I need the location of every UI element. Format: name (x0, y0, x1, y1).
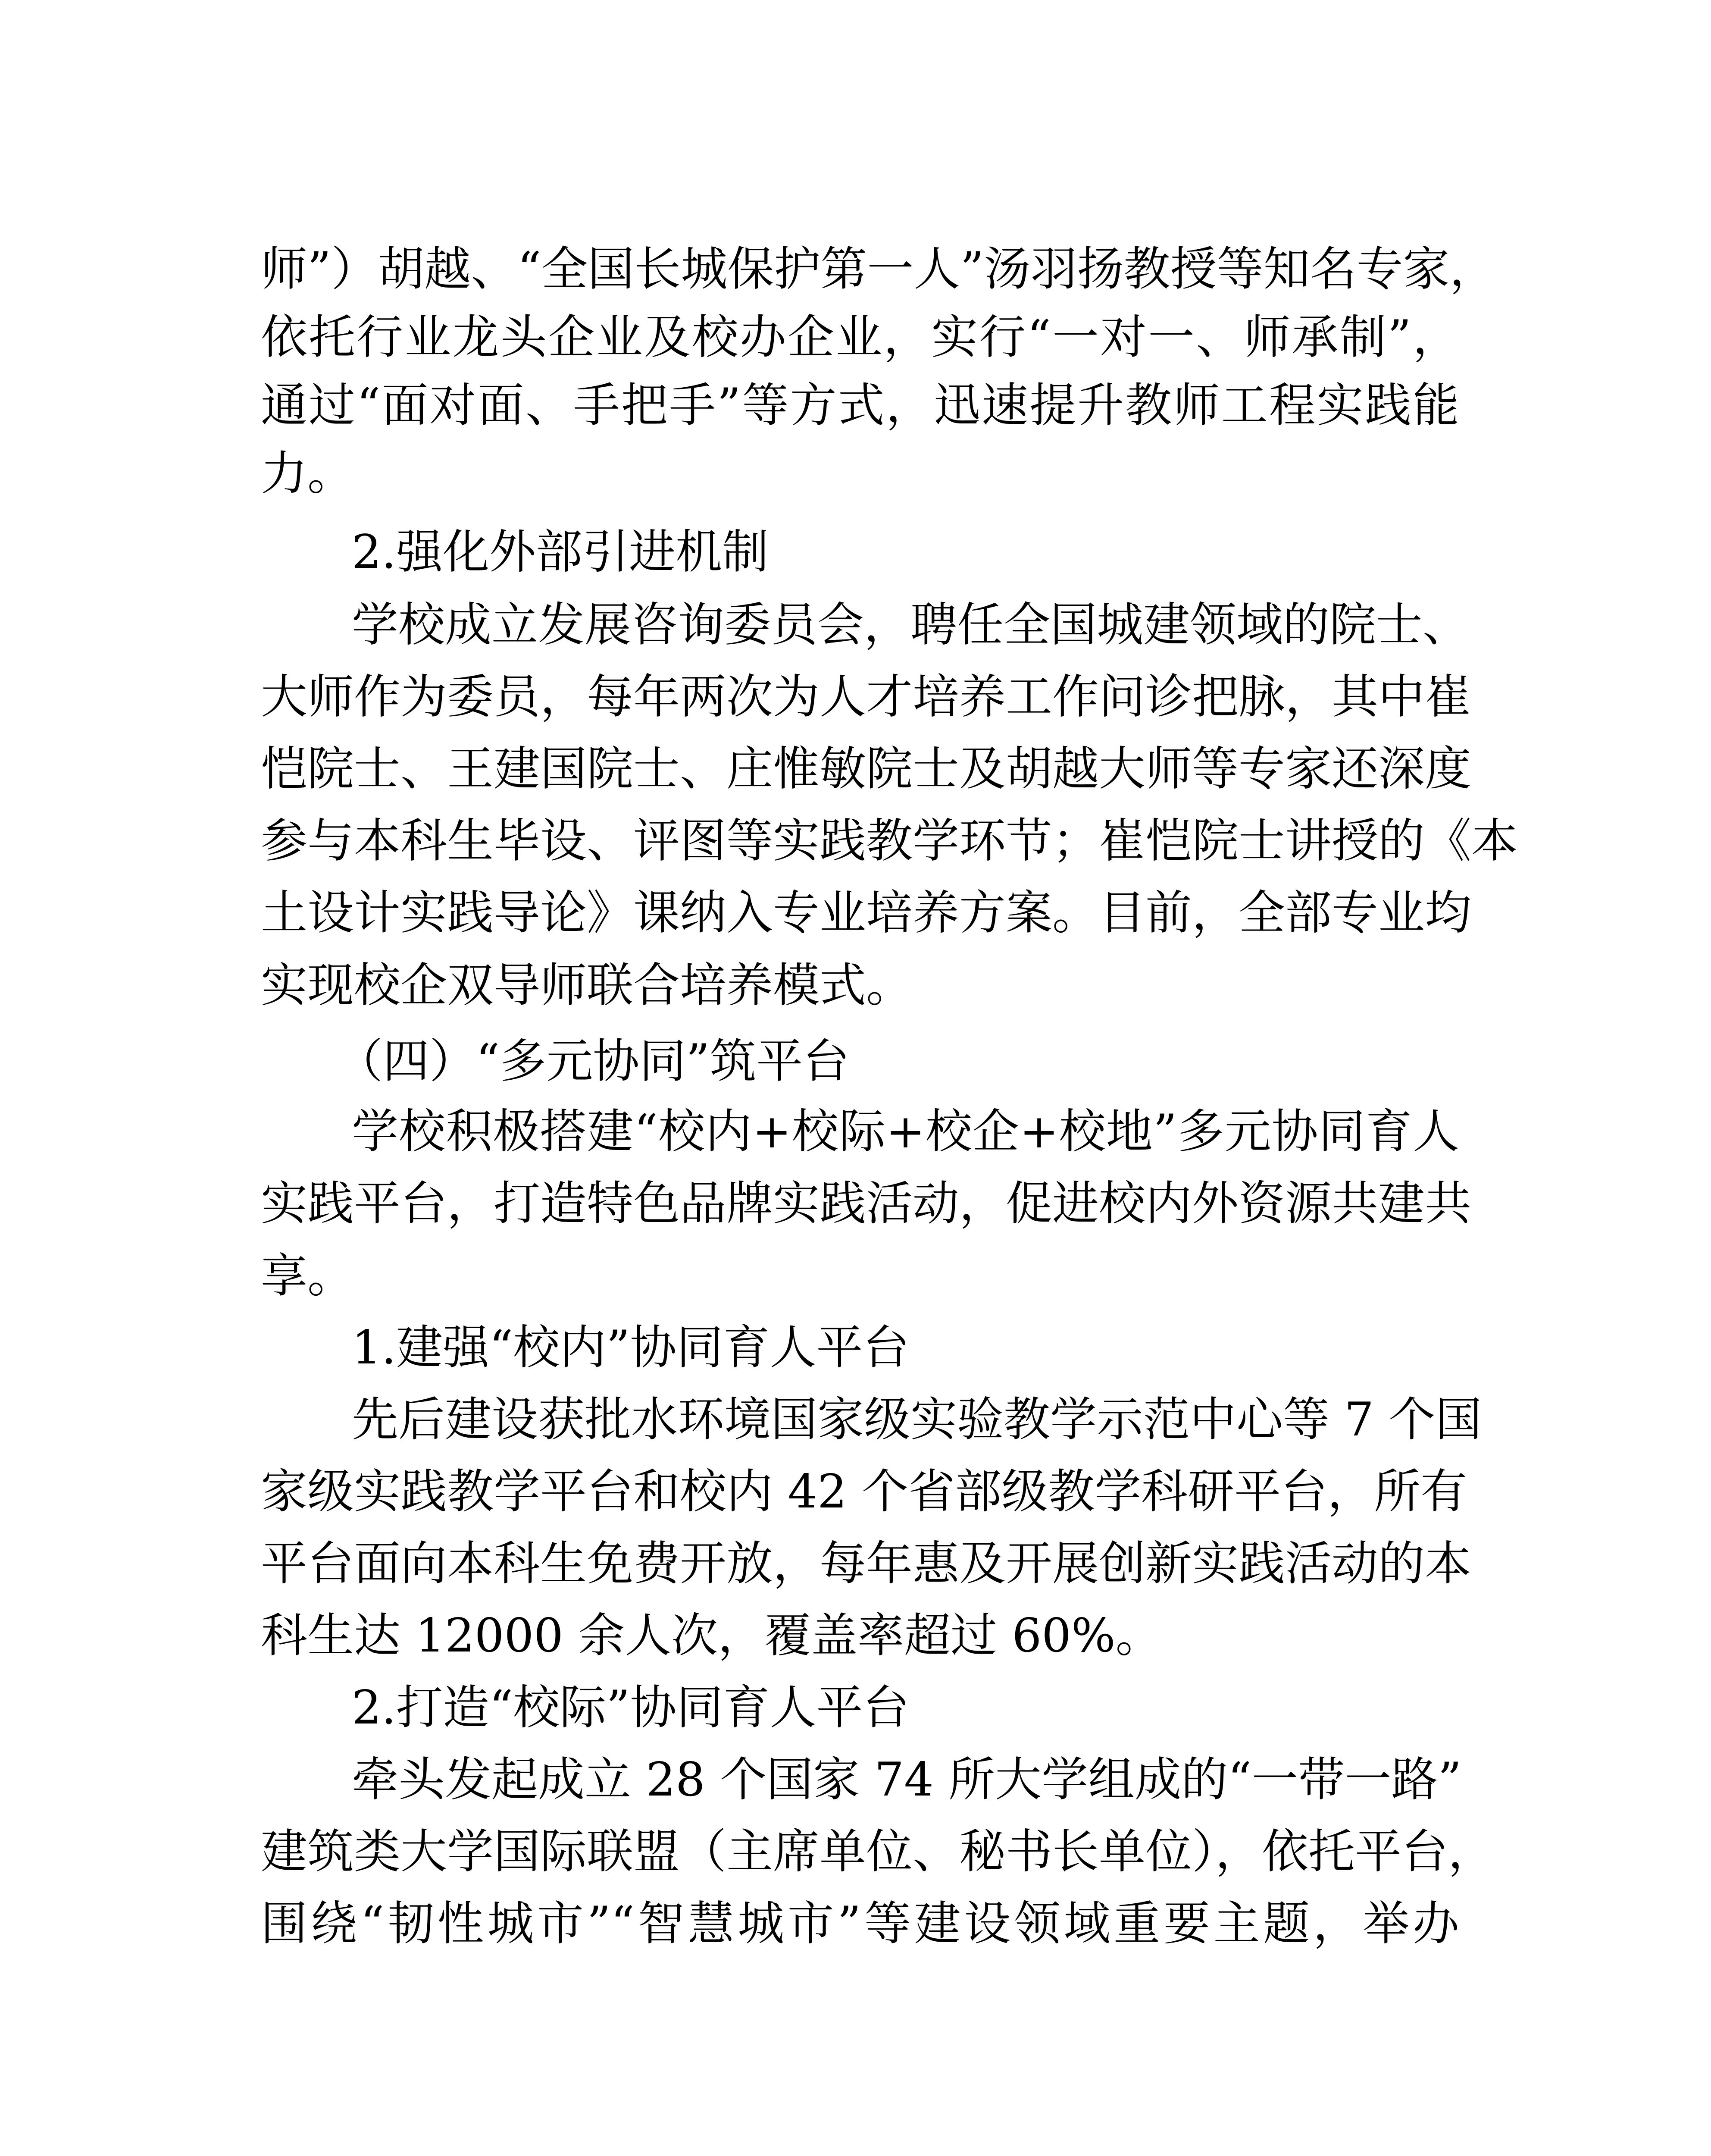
body-text-line: 大师作为委员，每年两次为人才培养工作问诊把脉，其中崔 (261, 670, 1472, 724)
section-heading: 1.建强“校内”协同育人平台 (352, 1321, 910, 1375)
body-text-line: 实现校企双导师联合培养模式。 (261, 959, 913, 1012)
body-text-line: 围绕“韧性城市”“智慧城市”等建设领域重要主题，举办 (261, 1897, 1459, 1951)
body-text-line: 建筑类大学国际联盟（主席单位、秘书长单位），依托平台， (261, 1825, 1495, 1879)
body-text-line: 科生达 12000 余人次，覆盖率超过 60%。 (261, 1609, 1162, 1663)
body-text-line: 先后建设获批水环境国家级实验教学示范中心等 7 个国 (352, 1393, 1482, 1447)
body-text-line: 学校成立发展咨询委员会，聘任全国城建领域的院士、 (352, 598, 1470, 652)
body-text-line: 恺院士、王建国院士、庄惟敏院士及胡越大师等专家还深度 (261, 742, 1472, 796)
body-text-line: 学校积极搭建“校内+校际+校企+校地”多元协同育人 (352, 1105, 1459, 1159)
body-text-line: 牵头发起成立 28 个国家 74 所大学组成的“一带一路” (352, 1753, 1462, 1807)
body-text-line: 平台面向本科生免费开放，每年惠及开展创新实践活动的本 (261, 1537, 1472, 1591)
body-text-line: 依托行业龙头企业及校办企业，实行“一对一、师承制”， (261, 310, 1459, 364)
body-text-line: 家级实践教学平台和校内 42 个省部级教学科研平台，所有 (261, 1465, 1467, 1519)
section-heading: （四）“多元协同”筑平台 (336, 1034, 850, 1088)
section-heading: 2.强化外部引进机制 (352, 525, 769, 579)
body-text-line: 力。 (261, 447, 354, 501)
body-text-line: 师”）胡越、“全国长城保护第一人”汤羽扬教授等知名专家， (261, 242, 1496, 296)
body-text-line: 土设计实践导论》课纳入专业培养方案。目前，全部专业均 (261, 886, 1472, 940)
section-heading: 2.打造“校际”协同育人平台 (352, 1681, 910, 1735)
body-text-line: 参与本科生毕设、评图等实践教学环节；崔恺院士讲授的《本 (261, 814, 1518, 868)
body-text-line: 通过“面对面、手把手”等方式，迅速提升教师工程实践能 (261, 379, 1459, 432)
body-text-line: 享。 (261, 1249, 354, 1303)
body-text-line: 实践平台，打造特色品牌实践活动，促进校内外资源共建共 (261, 1177, 1472, 1231)
